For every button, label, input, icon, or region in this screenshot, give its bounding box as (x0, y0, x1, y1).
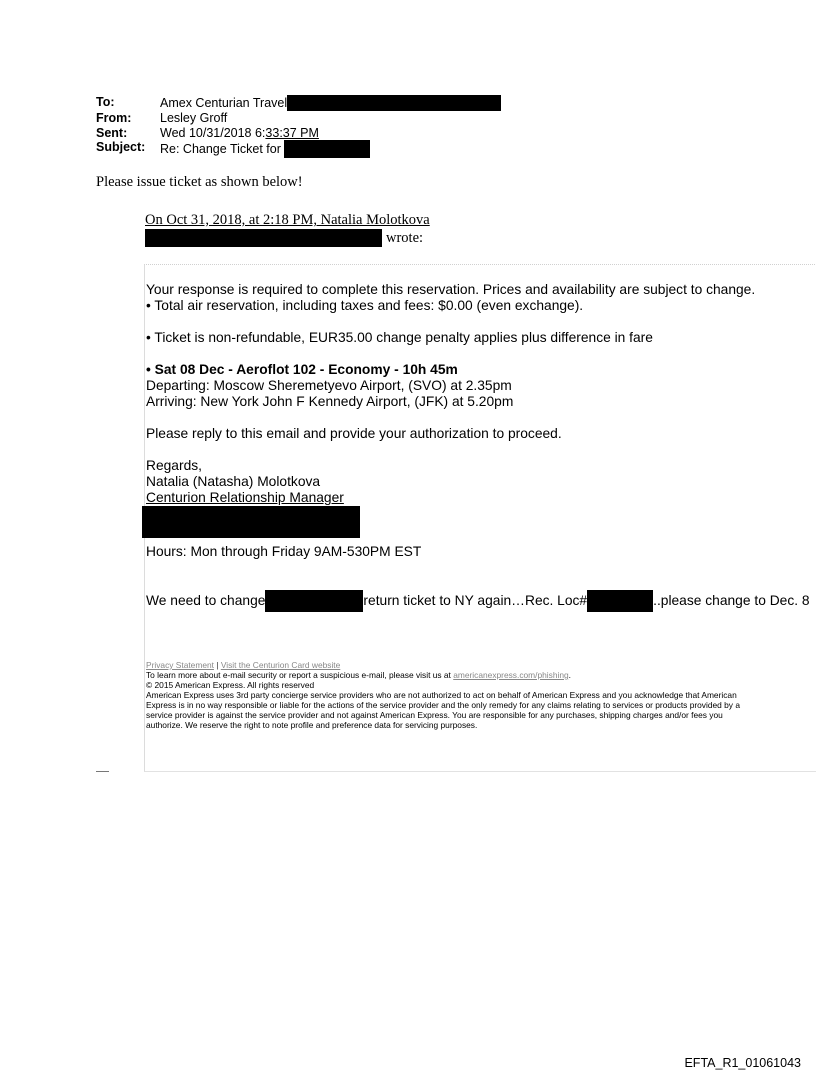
from-label: From: (96, 111, 132, 125)
intro-line: Your response is required to complete this reservation. Prices and availability are subject to change. (146, 282, 756, 297)
to-label: To: (96, 95, 115, 109)
quote-attribution-wrote: wrote: (386, 230, 424, 246)
signature-title: Centurion Relationship Manager (146, 490, 344, 505)
reply-request-line: Please reply to this email and provide your authorization to proceed. (146, 426, 562, 441)
to-row (96, 95, 501, 111)
from-value: Lesley Groff (160, 111, 228, 125)
redaction-signature-contact (142, 506, 360, 538)
disclaimer-line-2: Express is in no way responsible or liable for the actions of the service provider and the only remedy for any claims relating to services or products provided by a (146, 700, 740, 710)
hours-line: Hours: Mon through Friday 9AM-530PM EST (146, 544, 422, 559)
quote-attribution (145, 211, 430, 247)
copyright-line: © 2015 American Express. All rights reserved (146, 680, 315, 690)
total-bullet: • Total air reservation, including taxes and fees: $0.00 (even exchange). (146, 298, 584, 313)
redaction-subject-name (284, 140, 370, 158)
subject-row (96, 140, 501, 158)
signature-name: Natalia (Natasha) Molotkova (146, 474, 321, 489)
redaction-passenger-name (265, 590, 363, 612)
flight-bullet: • Sat 08 Dec - Aeroflot 102 - Economy - 10h 45m (146, 362, 458, 377)
sent-value: Wed 10/31/2018 6: (160, 125, 266, 140)
change-request-mid: return ticket to NY again…Rec. Loc# (363, 593, 588, 608)
centurion-website-link[interactable]: Visit the Centurion Card website (220, 660, 341, 670)
departing-line: Departing: Moscow Sheremetyevo Airport, (SVO) at 2.35pm (146, 378, 512, 393)
sent-time-underlined: 33:37 PM (265, 125, 319, 140)
change-request-line (146, 590, 810, 612)
subject-value: Re: Change Ticket for (160, 141, 281, 156)
quoted-message-body (146, 282, 810, 612)
from-row (96, 111, 501, 126)
arriving-line: Arriving: New York John F Kennedy Airport, (JFK) at 5.20pm (146, 394, 514, 409)
quote-attribution-line1: On Oct 31, 2018, at 2:18 PM, Natalia Molotkova (145, 212, 430, 228)
disclaimer-line-4: authorize. We reserve the right to note profile and preference data for servicing purposes. (146, 720, 478, 730)
phishing-link[interactable]: americanexpress.com/phishing (453, 670, 569, 680)
security-line: To learn more about e-mail security or report a suspicious e-mail, please visit us at americanexpress.com/phishing. (146, 670, 571, 680)
redaction-record-locator (587, 590, 653, 612)
to-value: Amex Centurian Travel (160, 95, 288, 110)
disclaimer-line-1: American Express uses 3rd party concierge service providers who are not authorized to act on behalf of American Express and you acknowledge that American (146, 690, 737, 700)
sent-row (96, 126, 501, 141)
separator-tick (96, 771, 109, 772)
change-request-post: ..please change to Dec. 8 (653, 593, 810, 608)
disclaimer-line-3: service provider is against the service provider and not against American Express. You are responsible for any purchases, shipping charges and/or fees you (146, 710, 723, 720)
privacy-statement-link[interactable]: Privacy Statement (146, 660, 214, 670)
redaction-to-address (287, 95, 501, 111)
regards-line: Regards, (146, 458, 202, 473)
redaction-sender-email (145, 229, 382, 247)
subject-label: Subject: (96, 140, 146, 154)
refund-bullet: • Ticket is non-refundable, EUR35.00 change penalty applies plus difference in fare (146, 330, 653, 345)
change-request-pre: We need to change (146, 593, 266, 608)
amex-footer: Privacy Statement | Visit the Centurion Card website To learn more about e-mail security or report a suspicious e-mail, please visit us at americanexpress.com/phishing. © 2015 American Express. All rights reserved American Express uses 3rd party concierge service providers who are not authorized to act on behalf of American Express and you acknowledge that American Express is in no way responsible or liable for the actions of the service provider and the only remedy for any claims relating to services or products provided by a service provider is against the service provider and not against American Express. You are responsible for any purchases, shipping charges and/or fees you authorize. We reserve the right to note profile and preference data for servicing purposes. (146, 660, 816, 730)
reply-text: Please issue ticket as shown below! (96, 174, 303, 190)
sent-label: Sent: (96, 125, 128, 140)
document-id: EFTA_R1_01061043 (684, 1056, 801, 1070)
email-header (96, 95, 501, 158)
